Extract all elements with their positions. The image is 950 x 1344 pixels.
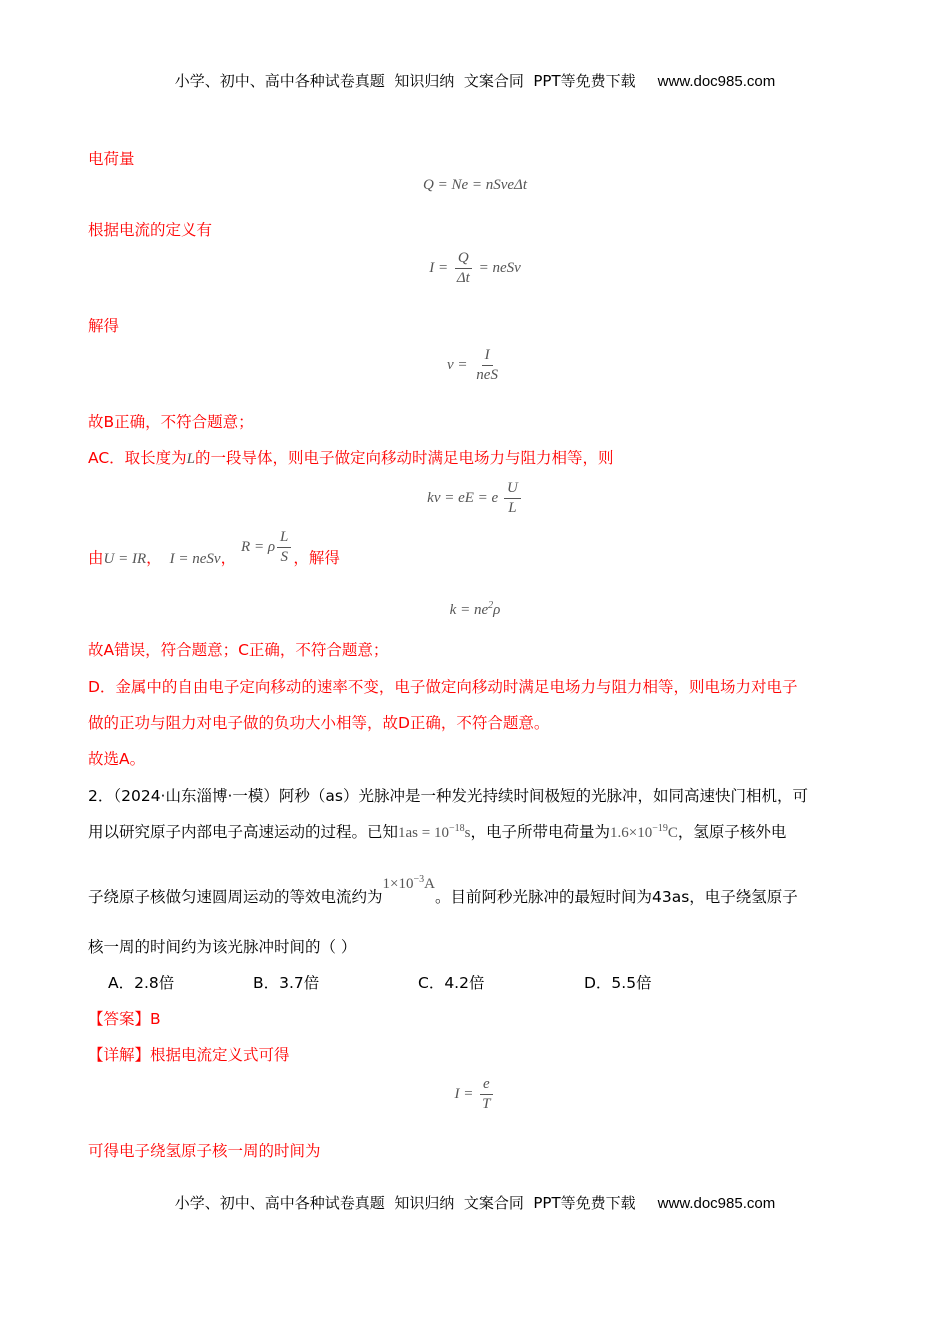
comma: ， <box>220 548 237 567</box>
b-correct: 故B正确，不符合题意； <box>88 413 254 431</box>
denominator: neS <box>476 367 498 383</box>
denominator: S <box>280 549 288 565</box>
formula-v <box>0 346 950 385</box>
current-base: 1×10 <box>382 876 414 892</box>
detail <box>88 1043 290 1065</box>
q2-text: 子绕原子核做匀速圆周运动的等效电流约为 <box>88 888 383 906</box>
fraction <box>504 479 521 518</box>
detail-text: 根据电流定义式可得 <box>150 1046 290 1064</box>
ac-analysis <box>88 446 614 468</box>
ac-text-b: 的一段导体，则电子做定向移动时满足电场力与阻力相等，则 <box>195 449 614 467</box>
fraction <box>454 249 473 288</box>
question-2-line-4: 核一周的时间约为该光脉冲时间的（ ） <box>88 938 357 956</box>
formula-lhs: I = <box>454 1085 474 1102</box>
formula-k <box>0 600 950 619</box>
denominator: T <box>482 1096 491 1112</box>
q2-text: ，氢原子核外电 <box>677 823 787 841</box>
solve-label-1: 解得 <box>88 317 120 335</box>
as-def-unit: s <box>464 825 471 841</box>
charge-base: 1.6×10 <box>609 825 653 841</box>
comma: ， <box>146 548 162 567</box>
answer-tag: 【答案】 <box>88 1010 151 1028</box>
formula-kv <box>0 479 950 518</box>
question-2-line-2 <box>88 820 786 842</box>
charge-exponent: −19 <box>652 823 668 834</box>
option-b[interactable]: B．3.7倍 <box>253 974 320 992</box>
header-text: 小学、初中、高中各种试卷真题 知识归纳 文案合同 PPT等免费下载 <box>174 72 636 90</box>
as-def-base: 1as = 10 <box>398 825 449 841</box>
formula-k-exponent: 2 <box>488 600 494 611</box>
fraction <box>479 1075 493 1114</box>
formula-k-rhs: ρ <box>493 602 501 618</box>
footer-text: 小学、初中、高中各种试卷真题 知识归纳 文案合同 PPT等免费下载 <box>174 1194 636 1212</box>
formula-charge: Q = Ne = nSveΔt <box>422 177 528 193</box>
numerator: Q <box>455 249 472 269</box>
conditions-line <box>88 529 340 579</box>
fraction <box>473 346 501 385</box>
formula-i-e-t <box>0 1075 950 1114</box>
formula-current-rhs: = neSv <box>478 259 521 276</box>
d-analysis-line-1: D．金属中的自由电子定向移动的速率不变，电子做定向移动时满足电场力与阻力相等，则电场力对电子 <box>88 678 798 696</box>
q2-text: 。目前阿秒光脉冲的最短时间为43as，电子绕氢原子 <box>434 888 798 906</box>
electron-charge <box>610 825 678 841</box>
a-wrong: 故A错误，符合题意；C正确，不符合题意； <box>88 641 389 659</box>
period-text: 可得电子绕氢原子核一周的时间为 <box>88 1142 321 1160</box>
solve-label-2: ，解得 <box>293 548 340 567</box>
formula-current <box>0 249 950 288</box>
question-2-line-1: 2．（2024·山东淄博·一模）阿秒（as）光脉冲是一种发光持续时间极短的光脉冲，如同高速快门相机，可 <box>88 787 808 805</box>
charge-unit: C <box>667 825 678 841</box>
equivalent-current <box>383 876 435 892</box>
header-site[interactable]: www.doc985.com <box>657 73 776 90</box>
formula-current-lhs: I = <box>429 259 449 276</box>
d-analysis-line-2: 做的正功与阻力对电子做的负功大小相等，故D正确，不符合题意。 <box>88 714 550 732</box>
page-header <box>0 70 950 91</box>
page-footer <box>0 1192 950 1213</box>
option-c[interactable]: C．4.2倍 <box>418 974 485 992</box>
charge-label: 电荷量 <box>88 150 135 168</box>
numerator: L <box>277 528 291 548</box>
footer-site[interactable]: www.doc985.com <box>657 1195 776 1212</box>
as-definition <box>398 825 470 841</box>
formula-u: U = IR <box>103 550 147 567</box>
formula-kv-lhs: kv = eE = e <box>427 489 499 506</box>
option-a[interactable]: A．2.8倍 <box>108 974 175 992</box>
formula-r-lhs: R = ρ <box>241 538 276 555</box>
q2-text: 用以研究原子内部电子高速运动的过程。已知 <box>88 823 399 841</box>
current-definition: 根据电流的定义有 <box>88 221 213 239</box>
detail-tag: 【详解】 <box>88 1046 151 1064</box>
answer-value: B <box>150 1010 161 1028</box>
current-exponent: −3 <box>413 874 425 885</box>
numerator: e <box>480 1075 493 1095</box>
answer <box>88 1007 161 1029</box>
choose-a: 故选A。 <box>88 750 146 768</box>
numerator: I <box>482 346 493 366</box>
ac-text-a: AC．取长度为 <box>88 449 187 467</box>
formula-r <box>241 529 293 565</box>
formula-i: I = neSv <box>169 550 221 567</box>
denominator: Δt <box>456 270 470 286</box>
option-d[interactable]: D．5.5倍 <box>584 974 652 992</box>
denominator: L <box>508 500 517 516</box>
fraction <box>277 528 291 567</box>
as-def-exponent: −18 <box>448 823 465 834</box>
q2-text: ，电子所带电荷量为 <box>470 823 610 841</box>
formula-k-lhs: k = ne <box>449 602 489 618</box>
numerator: U <box>504 479 521 499</box>
by-text: 由 <box>88 548 104 567</box>
formula-v-lhs: v = <box>447 356 468 373</box>
current-unit: A <box>424 876 435 892</box>
ac-l-symbol: L <box>186 451 195 467</box>
